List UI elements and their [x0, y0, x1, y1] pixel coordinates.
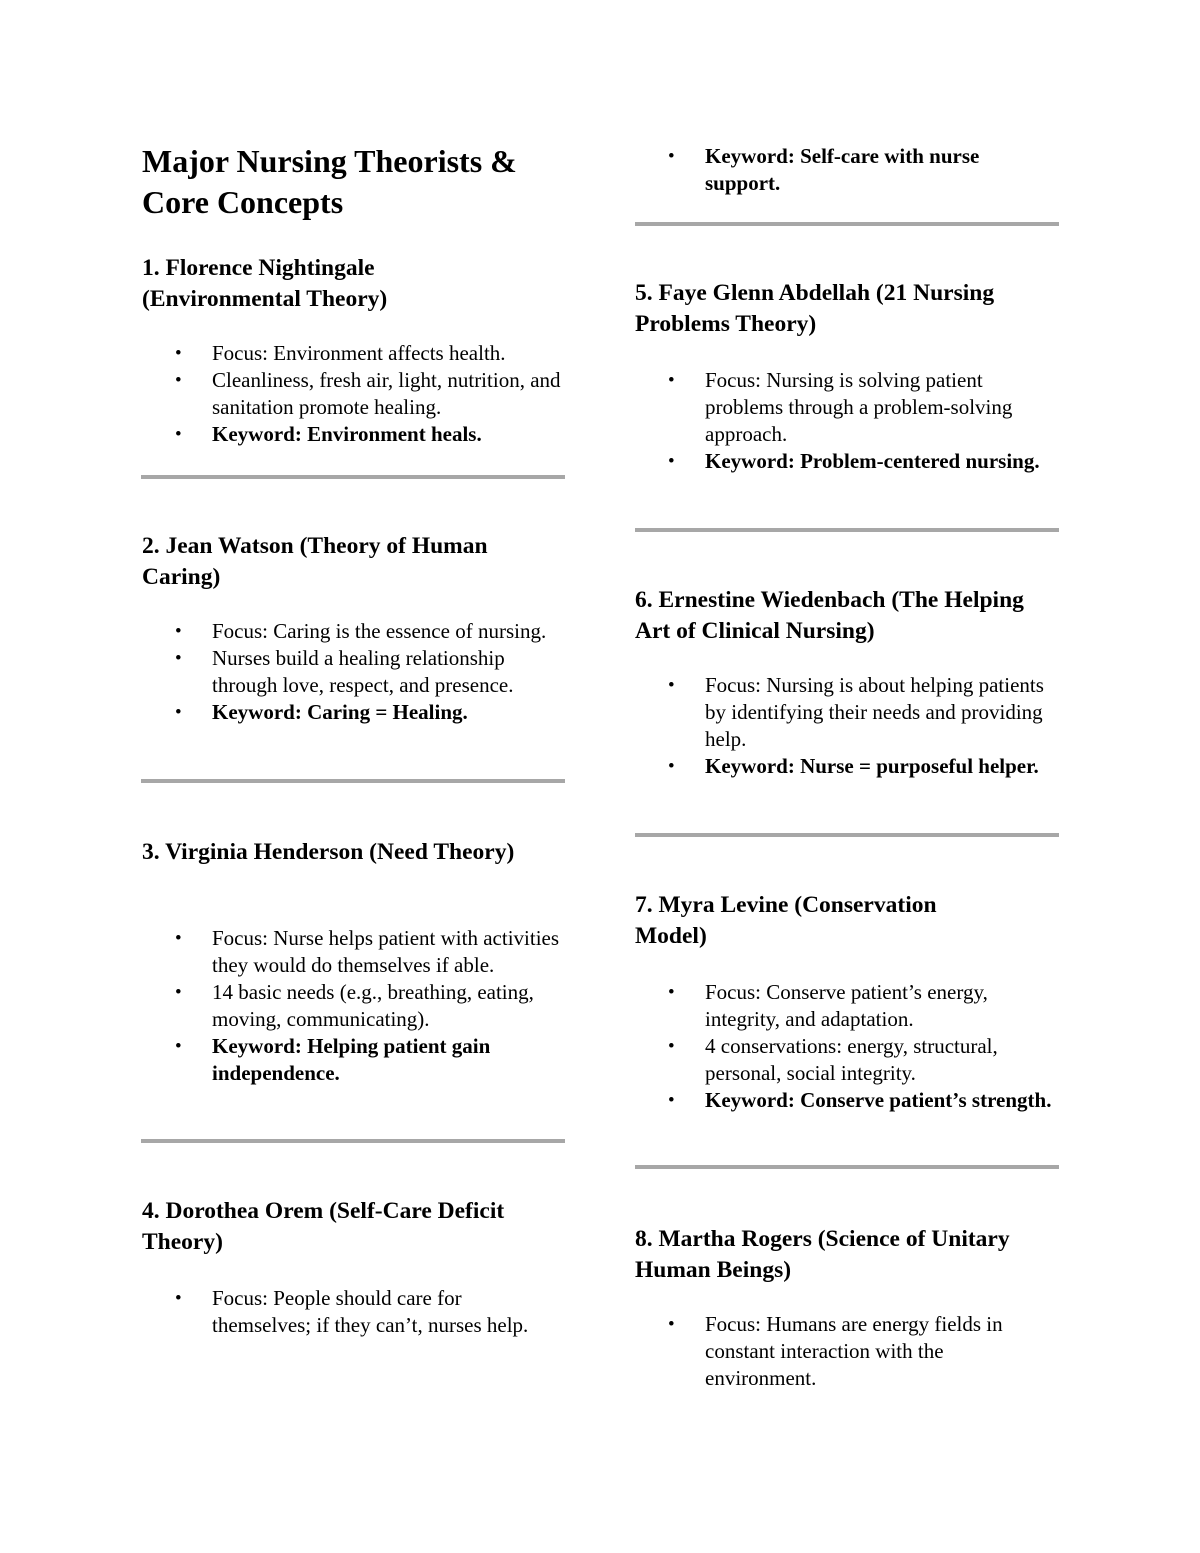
bullet-icon: •: [668, 675, 675, 696]
list-item: • 14 basic needs (e.g., breathing, eating, moving, communicating).: [175, 980, 534, 1031]
section-heading-levine: 7. Myra Levine (Conservation Model): [635, 892, 937, 949]
bullet-icon: •: [175, 648, 182, 669]
list-item-keyword: • Keyword: Caring = Healing.: [175, 700, 468, 724]
bullet-icon: •: [175, 982, 182, 1003]
section-heading-henderson: 3. Virginia Henderson (Need Theory): [142, 839, 515, 865]
bullet-icon: •: [668, 146, 675, 167]
list-item: • Cleanliness, fresh air, light, nutrition, and sanitation promote healing.: [175, 368, 561, 419]
section-list-levine: [635, 979, 1055, 1114]
bullet-icon: •: [668, 370, 675, 391]
section-heading-abdellah: 5. Faye Glenn Abdellah (21 Nursing Problems Theory): [635, 280, 995, 337]
bullet-icon: •: [668, 1314, 675, 1335]
bullet-icon: •: [175, 1288, 182, 1309]
list-item: • Focus: Nurse helps patient with activities they would do themselves if able.: [175, 926, 560, 977]
section-heading-wiedenbach: 6. Ernestine Wiedenbach (The Helping Art of Clinical Nursing): [635, 587, 1024, 644]
list-item: • Focus: People should care for themselves; if they can’t, nurses help.: [175, 1286, 529, 1337]
section-heading-nightingale: 1. Florence Nightingale (Environmental Theory): [142, 255, 388, 312]
section-list-wiedenbach: [635, 672, 1045, 780]
section-divider: [141, 1139, 565, 1143]
bullet-icon: •: [175, 370, 182, 391]
list-item-keyword: • Keyword: Conserve patient’s strength.: [668, 1088, 1052, 1112]
page-title: Major Nursing Theorists & Core Concepts: [142, 143, 517, 220]
section-heading-watson: 2. Jean Watson (Theory of Human Caring): [142, 533, 488, 590]
list-item-keyword: • Keyword: Environment heals.: [175, 422, 482, 446]
bullet-icon: •: [175, 424, 182, 445]
section-divider: [635, 1165, 1059, 1169]
section-list-orem-continued: [635, 143, 1055, 197]
section-divider: [141, 475, 565, 479]
section-divider: [635, 222, 1059, 226]
list-item: • Nurses build a healing relationship through love, respect, and presence.: [175, 646, 514, 697]
list-item: • Focus: Caring is the essence of nursing.: [175, 619, 547, 643]
bullet-icon: •: [175, 702, 182, 723]
section-list-abdellah: [635, 367, 1065, 475]
list-item-keyword: • Keyword: Self-care with nurse support.: [668, 144, 980, 195]
section-divider: [635, 833, 1059, 837]
list-item-keyword: • Keyword: Problem-centered nursing.: [668, 449, 1040, 473]
bullet-icon: •: [668, 451, 675, 472]
bullet-icon: •: [668, 756, 675, 777]
bullet-icon: •: [175, 343, 182, 364]
list-item: • 4 conservations: energy, structural, personal, social integrity.: [668, 1034, 998, 1085]
list-item: • Focus: Nursing is about helping patients by identifying their needs and providing help.: [668, 673, 1044, 751]
list-item-keyword: • Keyword: Helping patient gain independence.: [175, 1034, 491, 1085]
section-heading-orem: 4. Dorothea Orem (Self-Care Deficit Theory): [142, 1198, 505, 1255]
section-list-watson: [142, 618, 562, 726]
list-item-keyword: • Keyword: Nurse = purposeful helper.: [668, 754, 1039, 778]
bullet-icon: •: [668, 1090, 675, 1111]
section-divider: [141, 779, 565, 783]
bullet-icon: •: [668, 1036, 675, 1057]
section-heading-rogers: 8. Martha Rogers (Science of Unitary Human Beings): [635, 1226, 1010, 1283]
section-divider: [635, 528, 1059, 532]
list-item: • Focus: Humans are energy fields in constant interaction with the environment.: [668, 1312, 1003, 1390]
section-list-rogers: [635, 1311, 1055, 1392]
bullet-icon: •: [175, 621, 182, 642]
bullet-icon: •: [668, 982, 675, 1003]
section-list-henderson: [142, 925, 562, 1087]
list-item: • Focus: Environment affects health.: [175, 341, 506, 365]
list-item: • Focus: Nursing is solving patient problems through a problem-solving approach.: [668, 368, 1013, 446]
section-list-nightingale: [142, 340, 582, 448]
bullet-icon: •: [175, 928, 182, 949]
bullet-icon: •: [175, 1036, 182, 1057]
list-item: • Focus: Conserve patient’s energy, integrity, and adaptation.: [668, 980, 988, 1031]
section-list-orem: [142, 1285, 542, 1339]
